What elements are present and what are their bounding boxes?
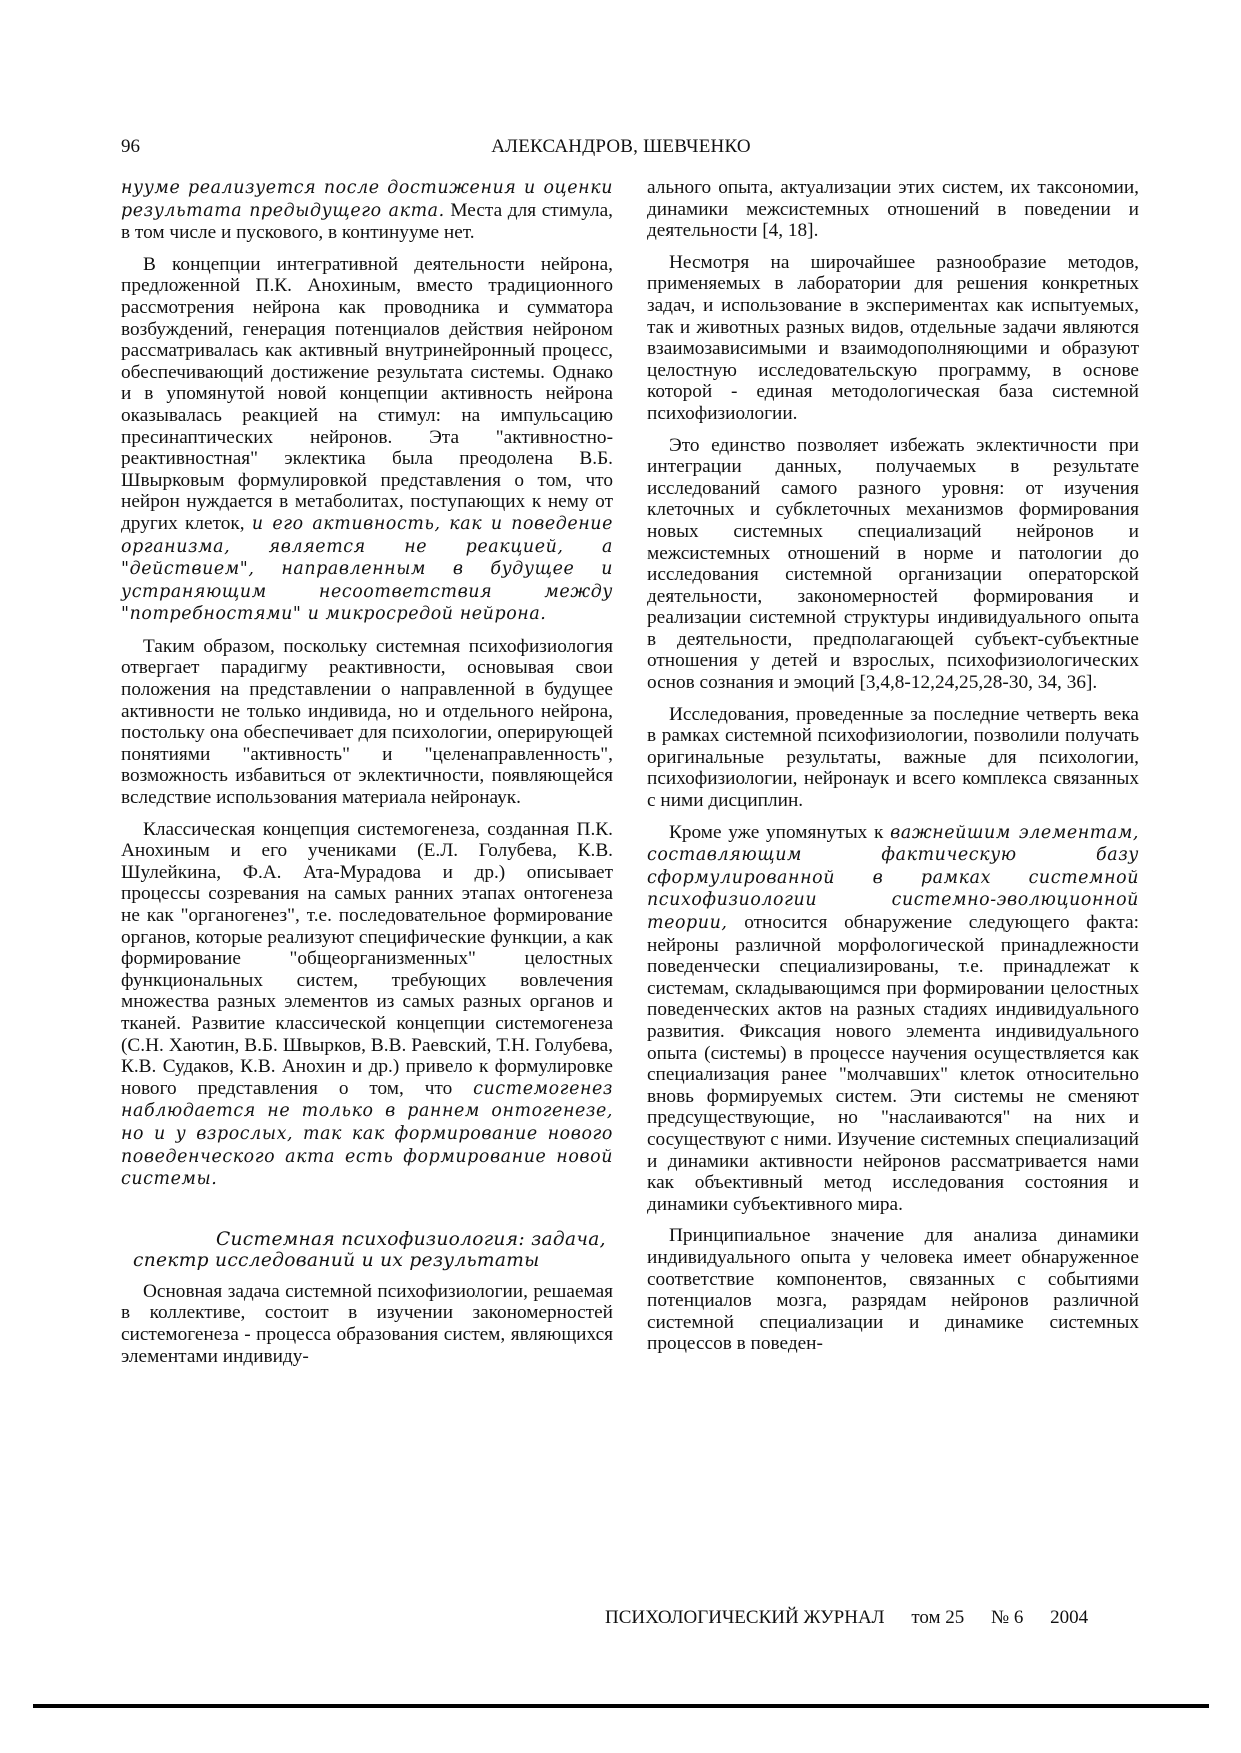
journal-year: 2004 bbox=[1050, 1607, 1089, 1628]
paragraph: Таким образом, поскольку системная психофизиология отвергает парадигму реактивности, основывая свои положения на представлении о направленной в будущее активности не только индивида, но и отдельного нейрона, постольку она обеспечивает для психологии, оперирующей понятиями "активность" и "целенаправленность", возможность избавиться от эклектичности, появляющейся вследствие использования материала нейронаук. bbox=[121, 635, 613, 809]
body-text: относится обнаружение следующего факта: нейроны различной морфологической принадлежности поведенчески специализированы, т.е. принадлежат к системам, складывающимся при формировании целостных поведенческих актов на разных стадиях индивидуального развития. Фиксация нового элемента индивидуального опыта (системы) в процессе научения осуществляется как специализация ранее "молчавших" клеток относительно вновь формируемых систем. Эти системы не сменяют предсуществующие, но "наслаиваются" на них и сосуществуют с ними. Изучение системных специализаций и динамики активности нейронов рассматривается нами как объективный метод исследования состояния и динамики субъективного мира. bbox=[647, 912, 1139, 1215]
paragraph bbox=[121, 254, 613, 626]
emphasis-text: нууме реализуется после достижения и оценки результата предыдущего акта. bbox=[121, 178, 613, 221]
journal-name: ПСИХОЛОГИЧЕСКИЙ ЖУРНАЛ bbox=[605, 1607, 885, 1628]
paragraph: Основная задача системной психофизиологии, решаемая в коллективе, состоит в изучении закономерностей системогенеза - процесса образования систем, являющихся элементами индивиду- bbox=[121, 1280, 613, 1367]
emphasis-text: и его активность, как и поведение организма, является не реакцией, а "действием", направленным в будущее и устраняющим несоответствия между "потребностями" и микросредой нейрона. bbox=[121, 513, 613, 625]
paragraph bbox=[647, 822, 1139, 1216]
paragraph: Это единство позволяет избежать эклектичности при интеграции данных, получаемых в результате исследований самого разного уровня: от изучения клеточных и субклеточных механизмов формирования новых системных специализаций нейронов и межсистемных отношений в норме и патологии до исследования системной организации операторской деятельности, закономерностей формирования и реализации системной структуры индивидуального опыта в деятельности, предполагающей субъект-субъектные отношения у детей и взрослых, психофизиологических основ сознания и эмоций [3,4,8-12,24,25,28-30, 34, 36]. bbox=[647, 434, 1139, 694]
page-number: 96 bbox=[121, 136, 140, 157]
left-column bbox=[121, 177, 613, 1377]
section-heading-line-1: Системная психофизиология: задача, bbox=[216, 1228, 606, 1250]
journal-footer bbox=[605, 1607, 1088, 1629]
body-text: Кроме уже упомянутых к bbox=[669, 821, 891, 843]
paragraph: Несмотря на широчайшее разнообразие методов, применяемых в лаборатории для решения конкретных задач, и использование в экспериментах как испытуемых, так и животных разных видов, отдельные задачи являются взаимозависимыми и взаимодополняющими и образуют целостную исследовательскую программу, в основе которой - единая методологическая база системной психофизиологии. bbox=[647, 251, 1139, 424]
emphasis-text: важнейшим элементам, составляющим фактическую базу сформулированной в рамках системной психофизиологии системно-эволюционной теории, bbox=[647, 822, 1139, 933]
running-head bbox=[121, 136, 1121, 160]
section-heading-line-2: спектр исследований и их результаты bbox=[133, 1249, 540, 1271]
section-heading bbox=[121, 1229, 613, 1271]
paragraph: ального опыта, актуализации этих систем, их таксономии, динамики межсистемных отношений в поведении и деятельности [4, 18]. bbox=[647, 177, 1139, 242]
paragraph bbox=[121, 177, 613, 244]
body-text: Места для стимула, в том числе и пускового, в континууме нет. bbox=[121, 199, 614, 244]
body-text: Классическая концепция системогенеза, созданная П.К. Анохиным и его учениками (Е.Л. Голубева, К.В. Шулейкина, Ф.А. Ата-Мурадова и др.) описывает процессы созревания на самых ранних этапах онтогенеза не как "органогенез", т.е. последовательное формирование органов, которые реализуют специфические функции, а как формирование "общеорганизменных" целостных функциональных систем, требующих вовлечения множества разных элементов из самых разных органов и тканей. Развитие классической концепции системогенеза (С.Н. Хаютин, В.Б. Швырков, В.В. Раевский, Т.Н. Голубева, К.В. Судаков, К.В. Анохин и др.) привело к формулировке нового представления о том, что bbox=[121, 818, 613, 1099]
paragraph bbox=[121, 819, 613, 1191]
body-text: В концепции интегративной деятельности нейрона, предложенной П.К. Анохиным, вместо традиционного рассмотрения нейрона как проводника и сумматора возбуждений, генерация потенциалов действия нейроном рассматривалась как активный внутринейронный процесс, обеспечивающий достижение результата системы. Однако и в упомянутой новой концепции активность нейрона оказывалась реакцией на стимул: на импульсацию пресинаптических нейронов. Эта "активностно-реактивностная" эклектика была преодолена В.Б. Швырковым формулировкой представления о том, что нейрон нуждается в метаболитах, поступающих к нему от других клеток, bbox=[121, 253, 613, 534]
bottom-rule bbox=[33, 1704, 1209, 1708]
right-column bbox=[647, 177, 1139, 1365]
paragraph: Исследования, проведенные за последние четверть века в рамках системной психофизиологии, позволили получать оригинальные результаты, важные для психологии, психофизиологии, нейронаук и всего комплекса связанных с ними дисциплин. bbox=[647, 703, 1139, 812]
journal-issue: № 6 bbox=[991, 1607, 1024, 1628]
journal-volume: том 25 bbox=[911, 1607, 965, 1628]
emphasis-text: системогенез наблюдается не только в раннем онтогенезе, но и у взрослых, так как формирование нового поведенческого акта есть формирование новой системы. bbox=[121, 1078, 613, 1190]
paragraph: Принципиальное значение для анализа динамики индивидуального опыта у человека имеет обнаруженное соответствие компонентов, связанных с событиями потенциалов мозга, разрядам нейронов различной системной специализации и динамике системных процессов в поведен- bbox=[647, 1225, 1139, 1355]
running-head-authors: АЛЕКСАНДРОВ, ШЕВЧЕНКО bbox=[491, 136, 751, 157]
